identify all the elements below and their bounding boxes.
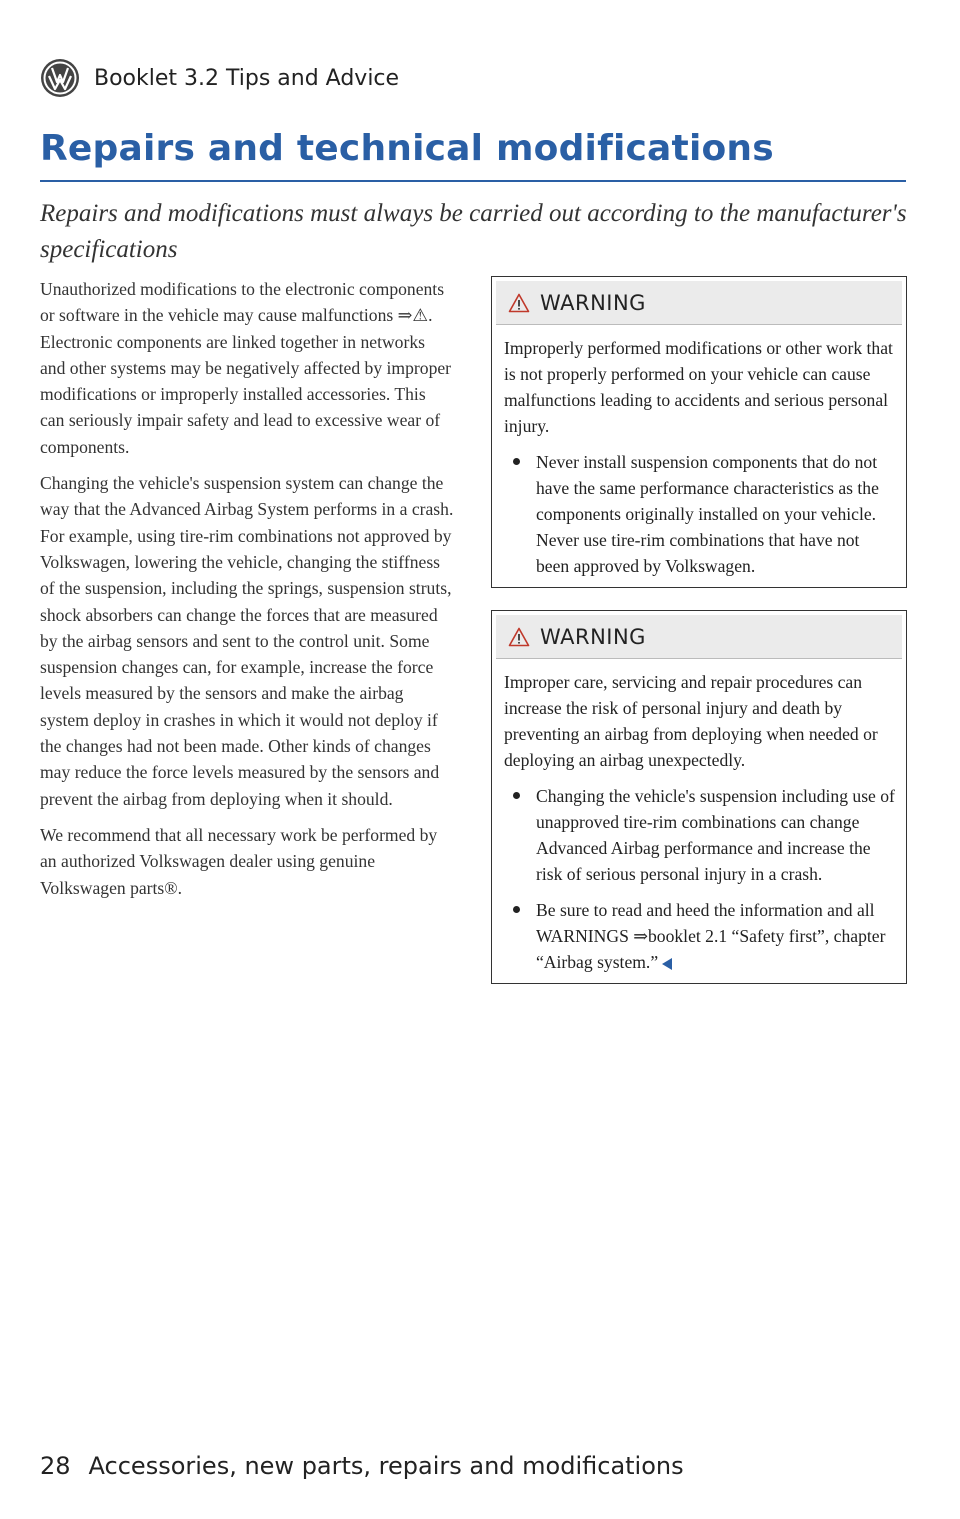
warning-bullet	[504, 783, 896, 887]
page-title: Repairs and technical modifications	[40, 128, 774, 169]
warning-bullet-text: Never install suspension components that do not have the same performance characteristics as the components originally installed on your vehicle. Never use tire-rim combinations that have not been approved by Volkswagen.	[536, 452, 879, 576]
booklet-label: Booklet 3.2 Tips and Advice	[94, 65, 400, 91]
chapter-title: Accessories, new parts, repairs and modifications	[88, 1452, 684, 1480]
right-column	[491, 276, 907, 1006]
warning-triangle-icon	[508, 627, 530, 647]
warning-body	[492, 329, 906, 587]
paragraph-recommendation: We recommend that all necessary work be performed by an authorized Volkswagen dealer using genuine Volkswagen parts®.	[40, 824, 438, 898]
paragraph-suspension-changes: Changing the vehicle's suspension system can change the way that the Advanced Airbag System performs in a crash. For example, using tire-rim combinations not approved by Volkswagen, lowering the vehicle, changing the stiffness of the suspension, including the springs, suspension struts, shock absorbers can change the forces that are measured by the airbag sensors and sent to the control unit. Some suspension changes can, for example, increase the force levels measured by the sensors and make the airbag system deploy in crashes in which it would not deploy if the changes had not been made. Other kinds of changes may reduce the force levels measured by the sensors and prevent the airbag from deploying when it should.	[40, 473, 454, 809]
left-column	[40, 276, 454, 911]
warning-bullet-text: Be sure to read and heed the information and all WARNINGS ⇒booklet 2.1 “Safety first”, chapter “Airbag system.”	[536, 900, 886, 972]
warning-intro: Improperly performed modifications or other work that is not properly performed on your vehicle can cause malfunctions leading to accidents and serious personal injury.	[504, 338, 893, 436]
warning-triangle-icon	[508, 293, 530, 313]
warning-header	[496, 615, 902, 659]
bullet-dot-icon	[513, 906, 520, 913]
bullet-dot-icon	[513, 458, 520, 465]
warning-bullet	[504, 449, 896, 579]
warning-title: WARNING	[540, 290, 646, 315]
warning-body	[492, 663, 906, 983]
section-end-arrow-icon	[662, 958, 672, 970]
warning-bullet-text: Changing the vehicle's suspension including use of unapproved tire-rim combinations can change Advanced Airbag performance and increase the risk of serious personal injury in a crash.	[536, 786, 895, 884]
volkswagen-logo-icon	[40, 58, 80, 98]
page-header	[40, 58, 399, 98]
page-subtitle: Repairs and modifications must always be carried out according to the manufacturer's specifications	[40, 200, 907, 263]
page-footer	[40, 1452, 684, 1480]
warning-header	[496, 281, 902, 325]
warning-title: WARNING	[540, 624, 646, 649]
warning-bullet	[504, 897, 896, 975]
bullet-dot-icon	[513, 792, 520, 799]
page-number: 28	[40, 1452, 71, 1480]
paragraph-electronic-modifications: Unauthorized modifications to the electronic components or software in the vehicle may cause malfunctions ⇒⚠. Electronic components are linked together in networks and other systems may be negatively affected by improper modifications or improperly installed accessories. This can seriously impair safety and lead to excessive wear of components.	[40, 279, 452, 457]
warning-intro: Improper care, servicing and repair procedures can increase the risk of personal injury and death by preventing an airbag from deploying when needed or deploying an airbag unexpectedly.	[504, 672, 878, 770]
warning-box-airbag	[491, 610, 907, 984]
title-divider	[40, 180, 906, 182]
warning-box-modifications	[491, 276, 907, 588]
